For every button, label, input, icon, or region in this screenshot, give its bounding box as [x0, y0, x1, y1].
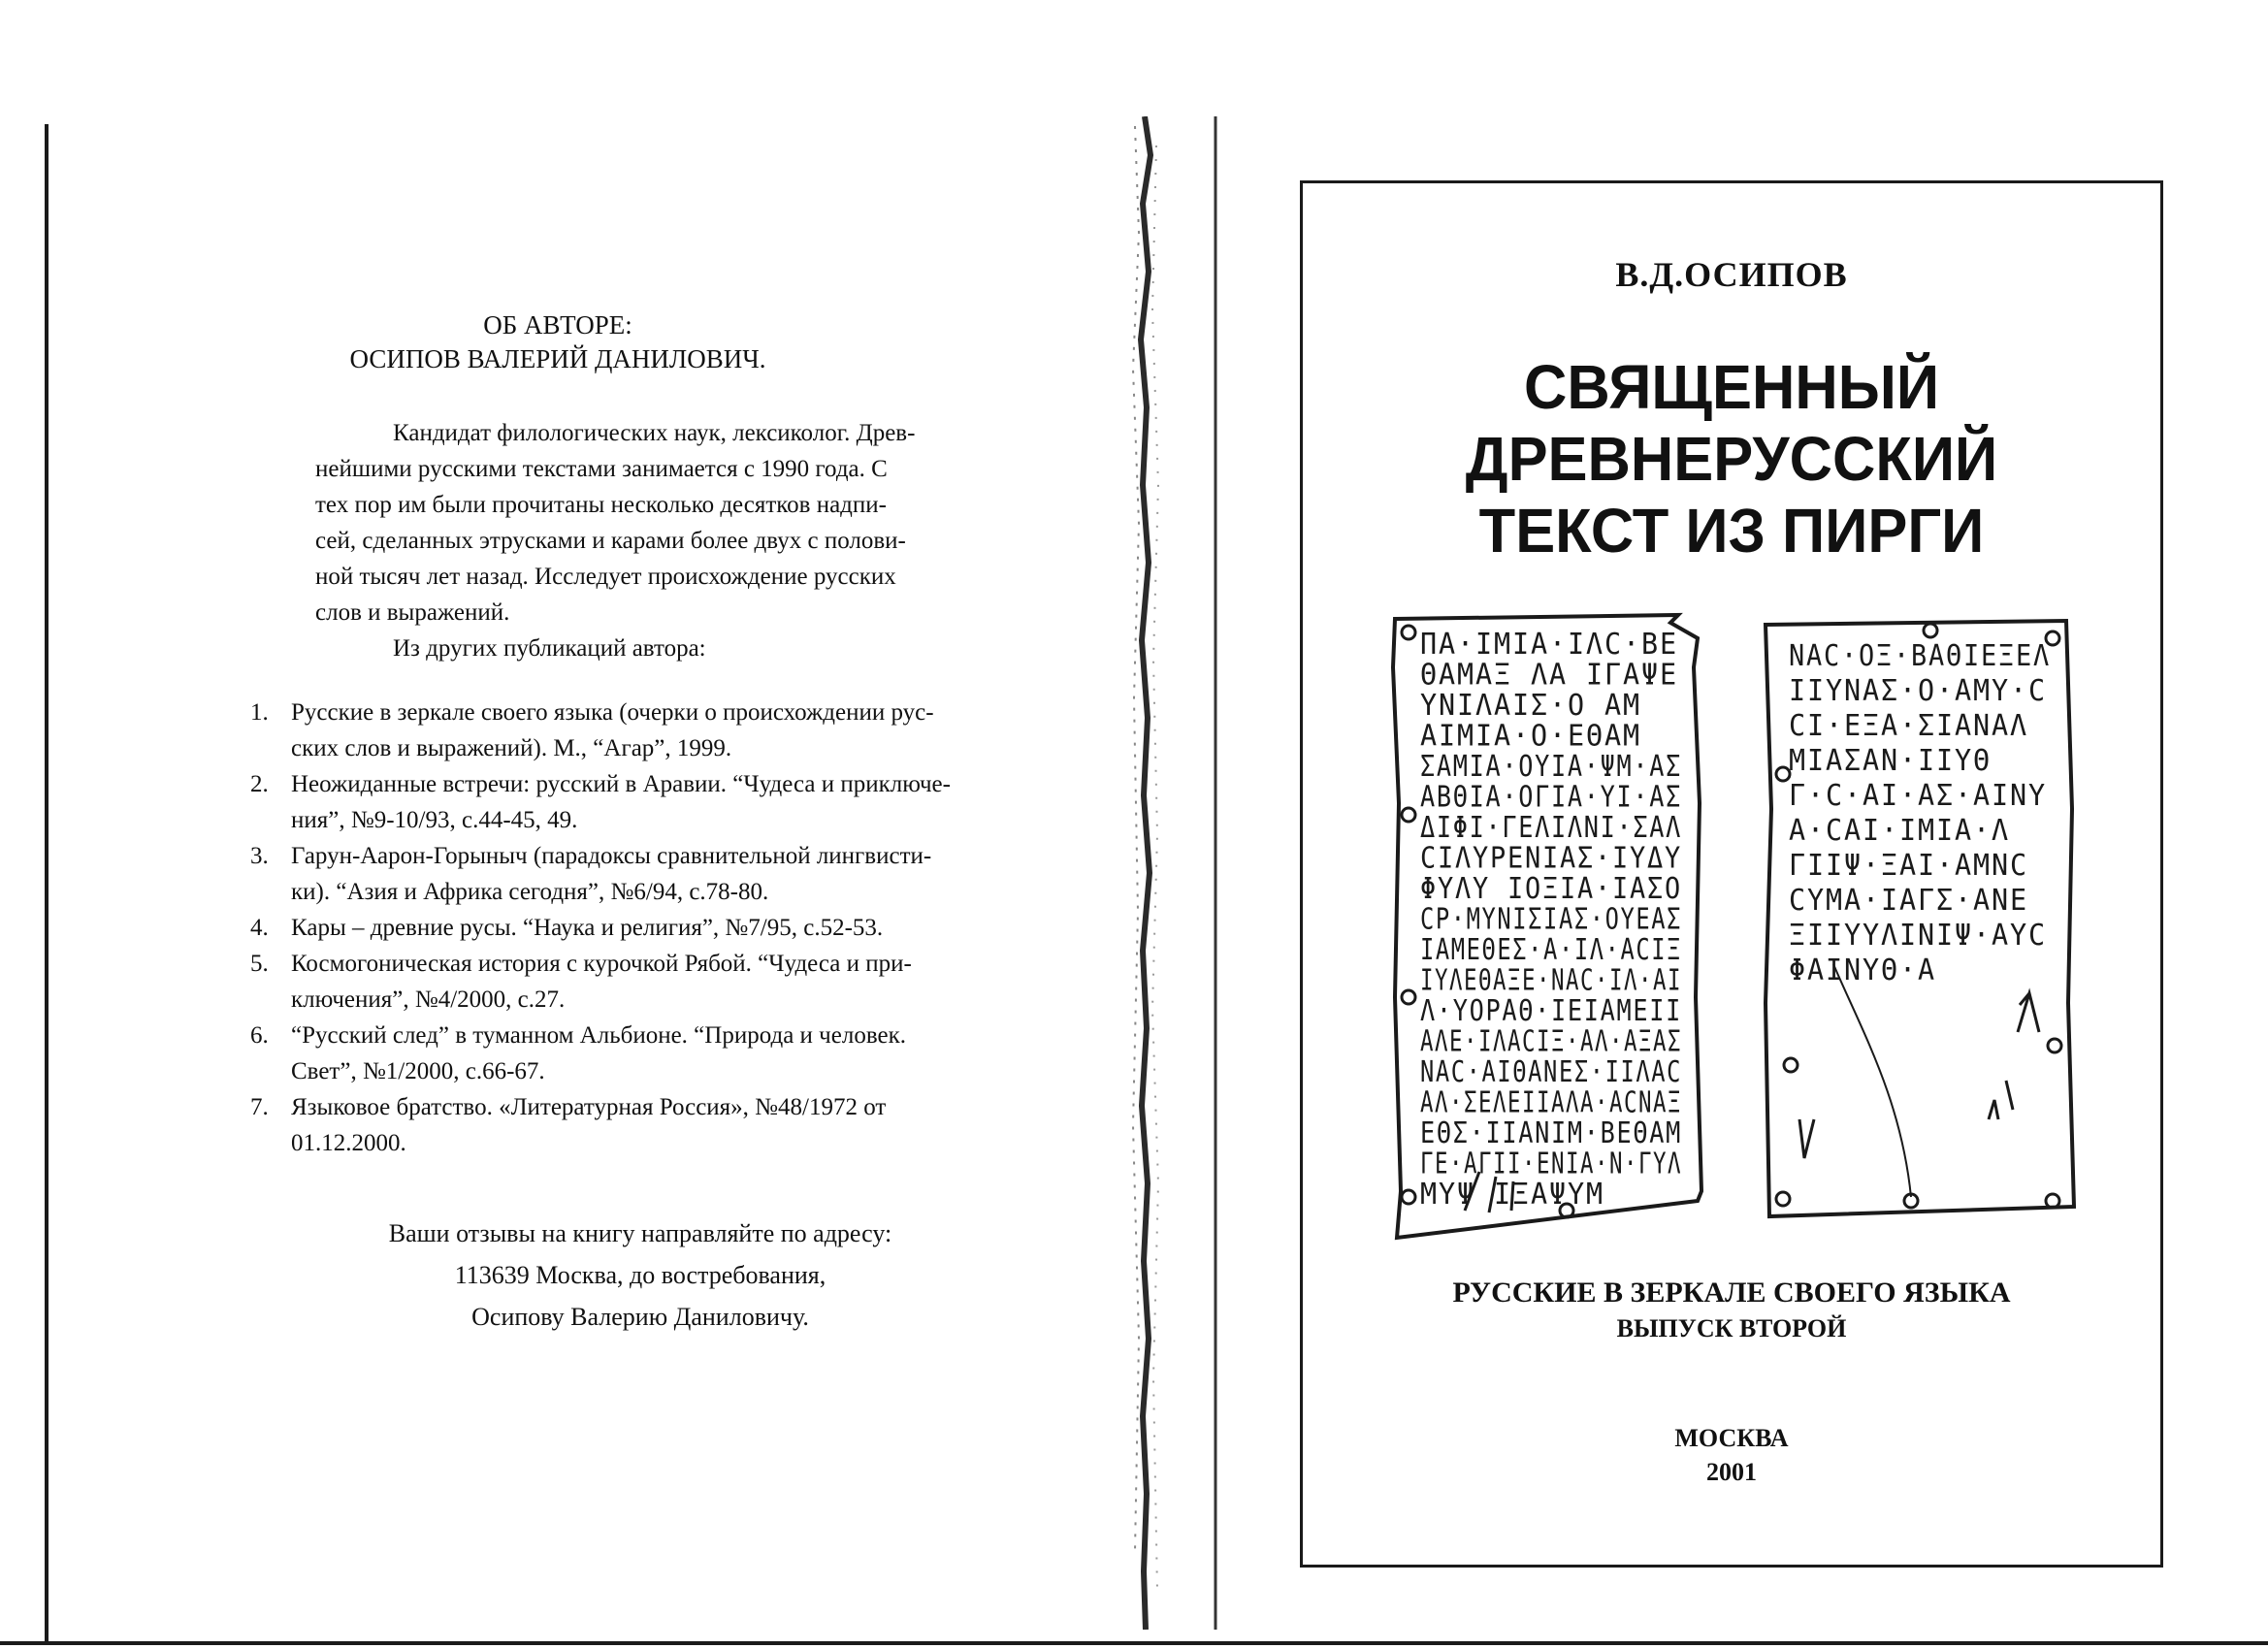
publication-line: “Русский след” в туманном Альбионе. “Природа и человек.: [291, 1022, 906, 1049]
bio-line: нейшими русскими текстами занимается с 1990 года. С: [315, 456, 888, 482]
inscription-line: ΕΘΣ·ΙΙΑΝΙΜ·ΒΕΘΑΜ: [1420, 1116, 1682, 1150]
left-page: [0, 0, 1116, 1649]
publication-line: Неожиданные встречи: русский в Аравии. “Чудеса и приключе-: [291, 771, 951, 797]
cover-title-line: ДРЕВНЕРУССКИЙ: [1465, 424, 1998, 494]
inscription-line: ϹΥΜΑ·ΙΑΓΣ·ΑΝΕ: [1789, 884, 2028, 918]
feedback-line: Осипову Валерию Даниловичу.: [471, 1303, 809, 1331]
pyrgi-tablet-left: [1387, 609, 1717, 1240]
publication-item: [250, 695, 1046, 766]
publication-line: Гарун-Аарон-Горыныч (парадоксы сравнительной лингвисти-: [291, 843, 932, 869]
inscription-line: ΓΕ·ΑΓΙΙ·ΕΝΙΑ·Ν·ΓΥΛ: [1420, 1147, 1682, 1181]
bio-line: тех пор им были прочитаны несколько десятков надпи-: [315, 492, 887, 518]
author-full-name: ОСИПОВ ВАЛЕРИЙ ДАНИЛОВИЧ.: [349, 344, 766, 373]
series-name: РУССКИЕ В ЗЕРКАЛЕ СВОЕГО ЯЗЫКА: [1452, 1277, 2011, 1309]
inscription-line: ϹΡ·ΜΥΝΙΣΙΑΣ·ΟΥΕΑΣ: [1420, 902, 1682, 937]
inscription-line: ΞΙΙΥΥΛΙΝΙΨ·ΑΥϹ: [1789, 919, 2047, 953]
cover-title-line: ТЕКСТ ИЗ ПИРГИ: [1478, 496, 1985, 566]
inscription-line: ΑΒΘΙΑ·ΟΓΙΑ·ΥΙ·ΑΣ: [1420, 780, 1682, 815]
other-publications-heading: Из других публикаций автора:: [393, 635, 706, 662]
feedback-address: [0, 1212, 1280, 1338]
bio-line: ной тысяч лет назад. Исследует происхождение русских: [315, 564, 896, 590]
publication-line: Свет”, №1/2000, с.66-67.: [291, 1058, 545, 1084]
bio-line: Кандидат филологических наук, лексиколог. Древ-: [393, 420, 916, 446]
publication-item: [250, 838, 1046, 910]
publication-line: Русские в зеркале своего языка (очерки о происхождении рус-: [291, 699, 934, 726]
publication-item: [250, 1089, 1046, 1161]
publication-number: 1.: [250, 699, 269, 726]
publication-item: [250, 910, 1046, 946]
inscription-line: Λ·ΥΟΡΑΘ·ΙΕΙΑΜΕΙΙ: [1420, 994, 1682, 1028]
bio-line: слов и выражений.: [315, 599, 510, 626]
about-author-heading: ОБ АВТОРЕ:: [483, 310, 632, 340]
author-bio: [315, 415, 975, 666]
inscription-line: ΦΥΛΥ ΙΟΞΙΑ·ΙΑΣΟ: [1420, 872, 1682, 906]
inscription-line: ΑΙΜΙΑ·Ο·ΕΘΑΜ: [1420, 719, 1641, 754]
scan-bottom-edge: [0, 1641, 2268, 1645]
inscription-line: ΙΑΜΕΘΕΣ·Α·ΙΛ·ΑϹΙΞ: [1420, 933, 1682, 967]
publication-number: 7.: [250, 1094, 269, 1120]
publications-list: [250, 695, 1046, 1161]
inscription-line: ΑΛΕ·ΙΛΑϹΙΞ·ΑΛ·ΑΞΑΣ: [1420, 1024, 1682, 1059]
inscription-line: ϹΙΛΥΡΕΝΙΑΣ·ΙΥΔΥ: [1420, 841, 1682, 876]
publication-number: 5.: [250, 951, 269, 977]
publication-line: ключения”, №4/2000, с.27.: [291, 986, 566, 1013]
inscription-line: ΝΑϹ·ΟΞ·ΒΑΘΙΕΞΕΛ: [1789, 639, 2051, 673]
publication-city: МОСКВА: [1674, 1424, 1789, 1452]
cover-author: В.Д.ОСИПОВ: [1615, 255, 1848, 294]
inscription-line: ΥΝΙΛΑΙΣ·Ο ΑΜ: [1420, 689, 1641, 723]
publication-number: 2.: [250, 771, 269, 797]
cover-title-line: СВЯЩЕННЫЙ: [1523, 352, 1940, 422]
publication-line: ских слов и выражений). М., “Агар”, 1999.: [291, 735, 732, 761]
inscription-line: ΙΙΥΝΑΣ·Ο·ΑΜΥ·Ϲ: [1789, 674, 2047, 708]
publication-line: ния”, №9-10/93, с.44-45, 49.: [291, 807, 578, 833]
inscription-line: ΜΥΨ ΙΞΑΨΥΜ: [1420, 1178, 1604, 1212]
inscription-line: ΘΑΜΑΞ ΛΑ ΙΓΑΨΕ: [1420, 658, 1678, 693]
inscription-line: ΔΙΦΙ·ΓΕΛΙΛΝΙ·ΣΑΛ: [1420, 811, 1682, 845]
publication-line: Космогоническая история с курочкой Рябой. “Чудеса и при-: [291, 951, 912, 977]
publication-number: 3.: [250, 843, 269, 869]
inscription-line: ΣΑΜΙΑ·ΟΥΙΑ·ΨΜ·ΑΣ: [1420, 750, 1682, 784]
publication-number: 4.: [250, 915, 269, 941]
inscription-line: ΑΛ·ΣΕΛΕΙΙΑΛΑ·ΑϹΝΑΞ: [1420, 1085, 1682, 1120]
inscription-line: ΜΙΑΣΑΝ·ΙΙΥΘ: [1789, 744, 1992, 778]
inscription-line: ΓΙΙΨ·ΞΑΙ·ΑΜΝϹ: [1789, 849, 2028, 883]
publication-item: [250, 946, 1046, 1018]
inscription-line: Γ·Ϲ·ΑΙ·ΑΣ·ΑΙΝΥ: [1789, 779, 2047, 813]
publication-number: 6.: [250, 1022, 269, 1049]
publication-line: 01.12.2000.: [291, 1130, 406, 1156]
inscription-line: ΦΑΙΝΥΘ·Α: [1789, 954, 1936, 987]
pyrgi-tablet-right: [1756, 615, 2086, 1226]
publication-line: Кары – древние русы. “Наука и религия”, №7/95, с.52-53.: [291, 915, 884, 941]
issue-number: ВЫПУСК ВТОРОЙ: [1616, 1314, 1847, 1342]
publication-line: Языковое братство. «Литературная Россия», №48/1972 от: [291, 1094, 887, 1120]
bio-line: сей, сделанных этрусками и карами более двух с полови-: [315, 528, 906, 554]
publication-item: [250, 1018, 1046, 1089]
inscription-line: ΙΥΛΕΘΑΞΕ·ΝΑϹ·ΙΛ·ΑΙ: [1420, 963, 1682, 998]
feedback-line: Ваши отзывы на книгу направляйте по адресу:: [388, 1219, 892, 1247]
inscription-line: Α·ϹΑΙ·ΙΜΙΑ·Λ: [1789, 814, 2010, 848]
publication-year: 2001: [1706, 1458, 1757, 1486]
feedback-line: 113639 Москва, до востребования,: [454, 1261, 826, 1289]
publication-line: ки). “Азия и Африка сегодня”, №6/94, с.78-80.: [291, 879, 769, 905]
publication-item: [250, 766, 1046, 838]
inscription-line: ΝΑϹ·ΑΙΘΑΝΕΣ·ΙΙΛΑϹ: [1420, 1055, 1682, 1089]
inscription-line: ΠΑ·ΙΜΙΑ·ΙΛϹ·ΒΕ: [1420, 628, 1678, 662]
inscription-line: ϹΙ·ΕΞΑ·ΣΙΑΝΑΛ: [1789, 709, 2028, 743]
